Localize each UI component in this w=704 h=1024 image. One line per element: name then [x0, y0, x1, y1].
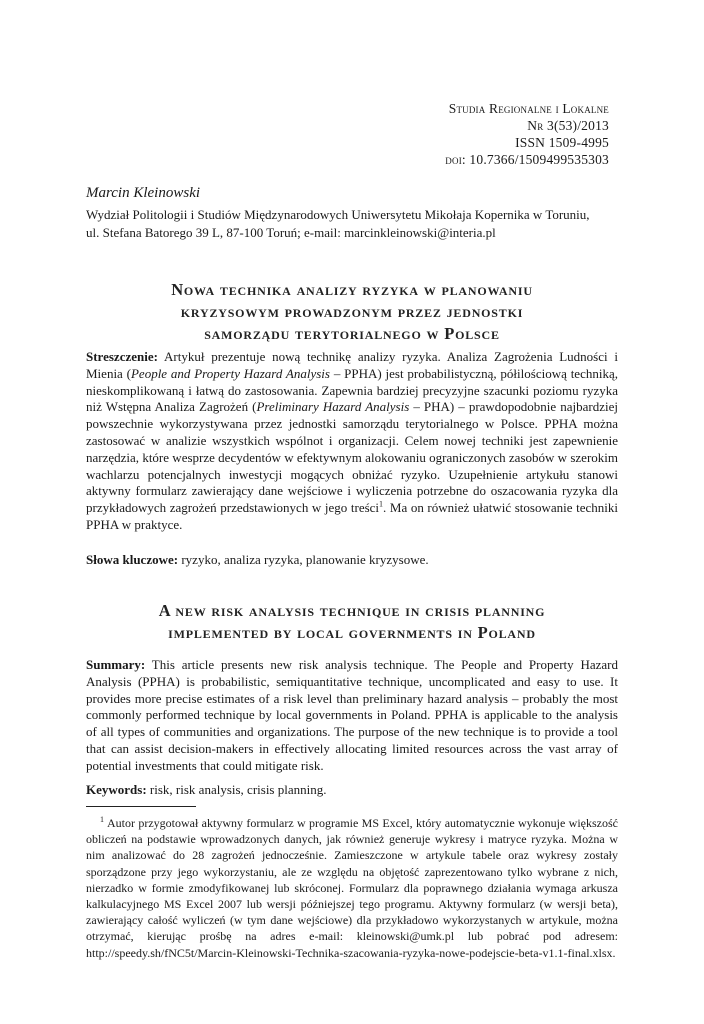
affiliation-line-2: ul. Stefana Batorego 39 L, 87-100 Toruń; e-mail: marcinkleinowski@interia.pl — [86, 224, 496, 240]
journal-issn: ISSN 1509-4995 — [515, 135, 609, 150]
footnote — [86, 812, 618, 961]
keywords-en — [86, 782, 618, 799]
journal-doi: doi: 10.7366/1509499535303 — [445, 152, 609, 167]
article-title-pl — [86, 279, 618, 345]
abstract-en-text: This article presents new risk analysis technique. The People and Property Hazard Analysis (PPHA) is probabilistic, semiquantitative technique, uncomplicated and easy to use. It provides more precise estimates of a risk level than preliminary hazard analysis – probably the most commonly performed technique by local governments in Poland. PPHA is applicable to the analysis of all types of communities and organizations. The purpose of the new technique is to provide a tool that can assist decision-makers in effectively allocating limited resources across the vast array of potential investments that could mitigate risk. — [86, 657, 618, 773]
author-affiliation — [86, 206, 621, 241]
abstract-pl-text-b: – PPHA) jest probabilistyczną, półilościową techniką, nieskomplikowaną i łatwą do zastosowania. Zapewnia bardziej precyzyjne szacunki poziomu ryzyka niż Wstępna Analiza Zagrożeń ( — [86, 365, 618, 415]
journal-name: Studia Regionalne i Lokalne — [448, 101, 609, 116]
article-title-en — [86, 600, 618, 644]
footnote-reference[interactable]: 1 — [379, 499, 384, 509]
journal-issue: Nr 3(53)/2013 — [527, 118, 609, 133]
title-pl-line-1: Nowa technika analizy ryzyka w planowaniu — [171, 280, 533, 299]
abstract-pl-text-d: . Ma on również ułatwić stosowanie techniki PPHA w praktyce. — [86, 500, 618, 532]
abstract-en-label: Summary: — [86, 657, 146, 672]
abstract-pl — [86, 349, 618, 534]
footnote-mark: 1 — [100, 815, 104, 824]
title-pl-line-3: samorządu terytorialnego w Polsce — [204, 324, 500, 343]
abstract-pl-label: Streszczenie: — [86, 349, 158, 364]
keywords-pl-text: ryzyko, analiza ryzyka, planowanie kryzysowe. — [178, 552, 429, 567]
keywords-pl-label: Słowa kluczowe: — [86, 552, 179, 567]
abstract-pl-text-a: Artykuł prezentuje nową technikę analizy ryzyka. Analiza Zagrożenia Ludności i Mienia ( — [86, 349, 618, 381]
abstract-en — [86, 657, 618, 775]
keywords-en-label: Keywords: — [86, 782, 147, 797]
footnote-text: Autor przygotował aktywny formularz w programie MS Excel, który automatycznie wykonuje większość obliczeń na podstawie wprowadzonych danych, jak również generuje wykresy i matryce ryzyka. Można w nim analizować do 28 zagrożeń jednocześnie. Zamieszczone w artykule tabele oraz wykresy zostały sporządzone przy jego wykorzystaniu, ale ze względu na objętość zaprezentowano tylko wybrane z nich, nierzadko w formie zmodyfikowanej lub skróconej. Formularz dla poprawnego działania wymaga arkusza kalkulacyjnego MS Excel 2007 lub wersji późniejszej tego programu. Aktywny formularz (w wersji beta), zawierający całość wyliczeń (w tym dane wejściowe) dla przykładowo wykorzystanych w artykule, można otrzymać, kierując prośbę na adres e-mail: kleinowski@umk.pl lub pobrać pod adresem: http://speedy.sh/fNC5t/Marcin-Kleinowski-Technika-szacowania-ryzyka-nowe-podejscie-beta-v1.1-final.xlsx. — [86, 816, 618, 960]
journal-header — [445, 100, 609, 168]
keywords-en-text: risk, risk analysis, crisis planning. — [146, 782, 327, 797]
abstract-pl-text-c: – PHA) – prawdopodobnie najbardziej powszechnie wykorzystywana przez jednostki samorządu terytorialnego w Polsce. PPHA można zastosować w analizie wszystkich wspólnot i organizacji. Celem nowej techniki jest zapewnienie narzędzia, które wesprze decydentów w efektywnym alokowaniu ograniczonych zasobów w szerokim wachlarzu potencjalnych inwestycji mogących obniżać ryzyko. Uzupełnienie artykułu stanowi aktywny formularz zawierający dane wejściowe i wyliczenia potrzebne do oszacowania ryzyka dla przykładowych zagrożeń przedstawionych w jego treści — [86, 399, 618, 516]
abstract-pl-emphasis-1: People and Property Hazard Analysis — [130, 365, 330, 381]
footnote-divider — [86, 806, 196, 807]
title-en-line-1: A new risk analysis technique in crisis planning — [158, 601, 546, 620]
title-pl-line-2: kryzysowym prowadzonym przez jednostki — [180, 302, 524, 321]
keywords-pl — [86, 552, 618, 569]
author-name: Marcin Kleinowski — [86, 185, 201, 201]
title-en-line-2: implemented by local governments in Poland — [168, 623, 536, 642]
affiliation-line-1: Wydział Politologii i Studiów Międzynarodowych Uniwersytetu Mikołaja Kopernika w Toruniu, — [86, 207, 590, 222]
abstract-pl-emphasis-2: Preliminary Hazard Analysis — [256, 399, 410, 415]
